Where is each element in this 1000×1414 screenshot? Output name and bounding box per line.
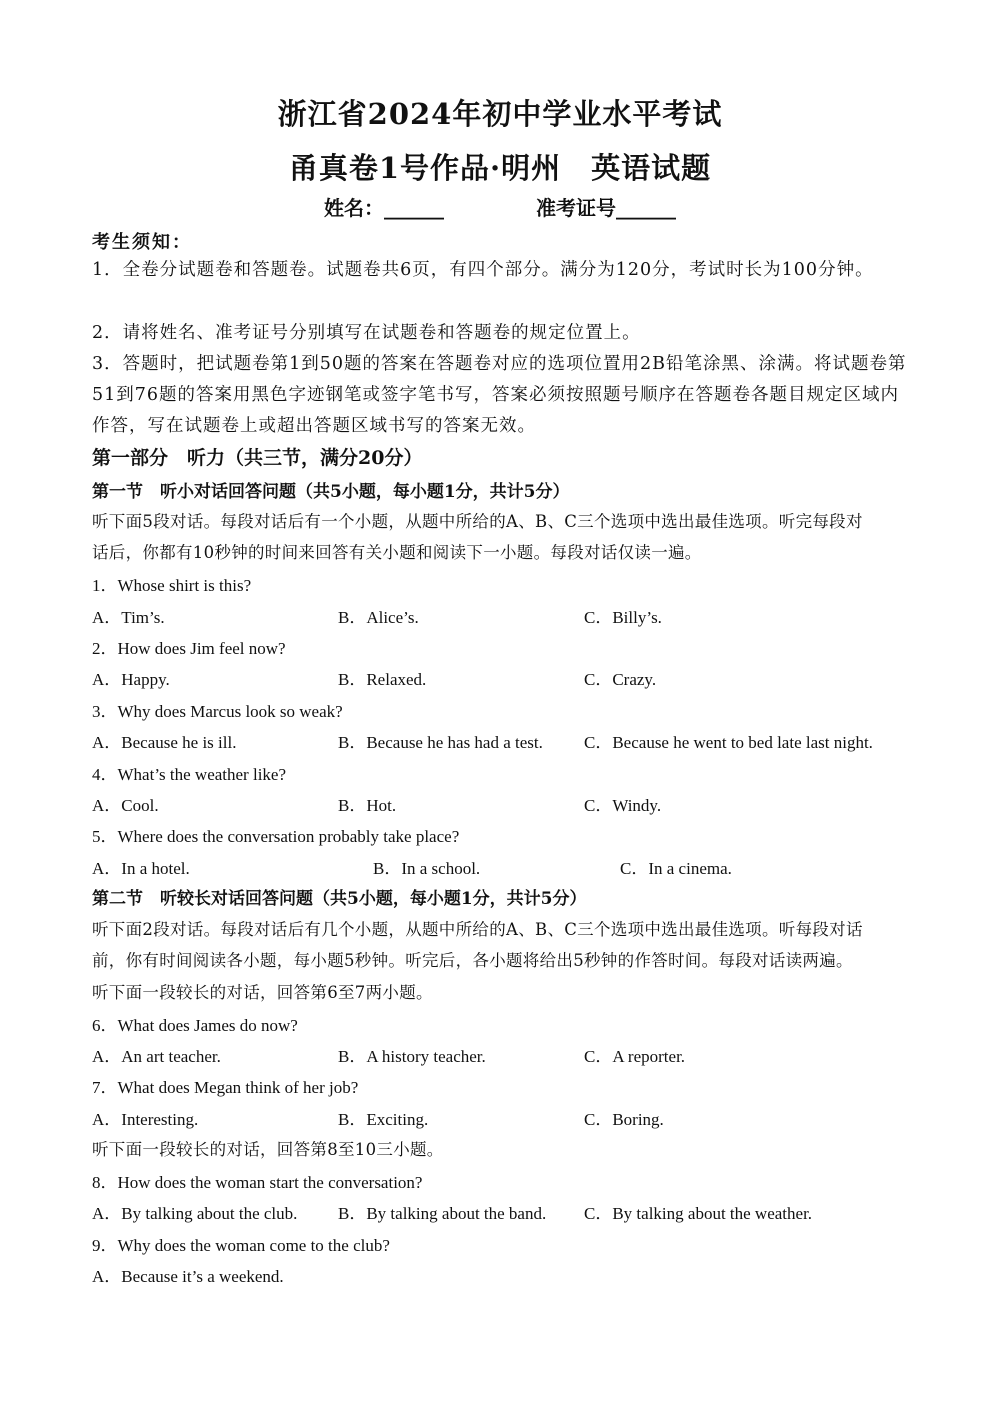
notice-item-2: 2．请将姓名、准考证号分别填写在试题卷和答题卷的规定位置上。 [92,323,641,343]
option-b: B．Relaxed. [338,670,427,689]
option-a: A．Interesting. [92,1110,199,1129]
notice-heading: 考生须知： [92,232,192,253]
question-stem: 3．Why does Marcus look so weak? [92,702,343,721]
section-title: 第一节 听小对话回答问题（共5小题，每小题1分，共计5分） [92,482,570,502]
answer-options [92,854,952,878]
answer-options [92,1262,952,1286]
option-c: C．Billy’s. [584,608,662,627]
option-b: B．By talking about the band. [338,1204,547,1223]
answer-options [92,728,952,752]
option-c: C．A reporter. [584,1047,686,1066]
option-a: A．Because it’s a weekend. [92,1267,284,1286]
exam-subtitle: 甬真卷1号作品·明州 英语试题 [288,151,712,185]
section-intro: 前，你有时间阅读各小题，每小题5秒钟。听完后，各小题将给出5秒钟的作答时间。每段对话读两遍。 [92,951,853,970]
option-a: A．By talking about the club. [92,1204,298,1223]
exam-title: 浙江省2024年初中学业水平考试 [277,97,723,131]
section-intro: 话后，你都有10秒钟的时间来回答有关小题和阅读下一小题。每段对话仅读一遍。 [92,543,702,562]
answer-options [92,1105,952,1129]
option-c: C．By talking about the weather. [584,1204,813,1223]
part-title: 第一部分 听力（共三节，满分20分） [92,447,423,469]
question-stem: 6．What does James do now? [92,1016,298,1035]
option-a: A．Tim’s. [92,608,165,627]
question-stem: 8．How does the woman start the conversation? [92,1173,423,1192]
option-a: A．Cool. [92,796,159,815]
section-intro: 听下面5段对话。每段对话后有一个小题，从题中所给的A、B、C三个选项中选出最佳选项。听完每段对 [92,512,863,531]
option-b: B．Alice’s. [338,608,419,627]
answer-options [92,1042,952,1066]
section-title: 第二节 听较长对话回答问题（共5小题，每小题1分，共计5分） [92,889,587,909]
option-a: A．Because he is ill. [92,733,237,752]
name-field: 姓名：______ [324,196,444,220]
notice-item-3: 3．答题时，把试题卷第1到50题的答案在答题卷对应的选项位置用2B铅笔涂黑、涂满。将试题卷第51到76题的答案用黑色字迹钢笔或签字笔书写，答案必须按照题号顺序在答题卷各题目规定区域内作答，写在试题卷上或超出答题区域书写的答案无效。 [92,354,907,436]
option-b: B．In a school. [373,859,481,878]
option-b: B．A history teacher. [338,1047,486,1066]
dialog-instruction: 听下面一段较长的对话，回答第8至10三小题。 [92,1140,444,1159]
question-stem: 2．How does Jim feel now? [92,639,286,658]
option-c: C．In a cinema. [620,859,732,878]
option-a: A．Happy. [92,670,170,689]
question-stem: 1．Whose shirt is this? [92,576,252,595]
option-c: C．Boring. [584,1110,664,1129]
answer-options [92,603,952,627]
section-intro: 听下面2段对话。每段对话后有几个小题，从题中所给的A、B、C三个选项中选出最佳选项。听每段对话 [92,920,863,939]
exam-number-field: 准考证号______ [536,196,676,220]
question-stem: 4．What’s the weather like? [92,765,287,784]
option-c: C．Because he went to bed late last night. [584,733,873,752]
option-c: C．Crazy. [584,670,657,689]
option-a: A．In a hotel. [92,859,190,878]
question-stem: 7．What does Megan think of her job? [92,1078,359,1097]
option-c: C．Windy. [584,796,662,815]
option-b: B．Exciting. [338,1110,429,1129]
option-b: B．Because he has had a test. [338,733,543,752]
answer-options [92,1199,952,1223]
answer-options [92,665,952,689]
option-b: B．Hot. [338,796,397,815]
dialog-instruction: 听下面一段较长的对话，回答第6至7两小题。 [92,983,433,1002]
option-a: A．An art teacher. [92,1047,221,1066]
answer-options [92,791,952,815]
notice-item-1: 1．全卷分试题卷和答题卷。试题卷共6页，有四个部分。满分为120分，考试时长为100分钟。 [92,260,874,280]
question-stem: 5．Where does the conversation probably take place? [92,827,460,846]
question-stem: 9．Why does the woman come to the club? [92,1236,390,1255]
